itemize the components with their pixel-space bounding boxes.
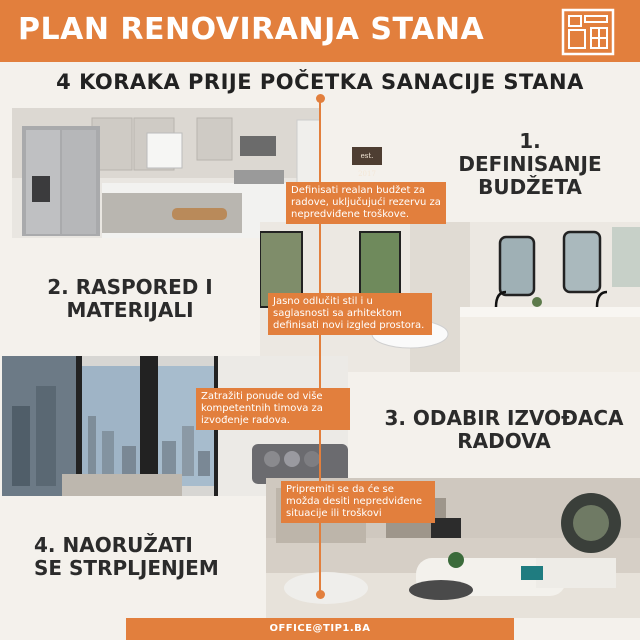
step-2-note: Jasno odlučiti stil i u saglasnosti sa arhitektom definisati novi izgled prostora.: [268, 293, 432, 335]
timeline-dot-start: [316, 94, 325, 103]
step-2-title: [30, 276, 230, 322]
step-1-title-line1: 1. DEFINISANJE: [458, 129, 602, 176]
footer-email[interactable]: OFFICE@TIP1.BA: [126, 618, 514, 640]
step-3-note: Zatražiti ponude od više kompetentnih timova za izvođenje radova.: [196, 388, 350, 430]
step-1-title-line2: BUDŽETA: [478, 175, 582, 199]
step-3-title-line1: 3. ODABIR IZVOĐACA: [384, 406, 624, 430]
tip1-logo-icon: [561, 8, 615, 56]
step-3-title-line2: RADOVA: [457, 429, 551, 453]
page-title: PLAN RENOVIRANJA STANA: [18, 12, 485, 47]
kitchen-sign: est. 2017: [352, 147, 382, 165]
step-2-title-line2: MATERIJALI: [66, 298, 194, 322]
step-2-title-line1: 2. RASPORED I: [47, 275, 213, 299]
step-1-title: [450, 130, 610, 199]
step-3-title: [384, 407, 624, 453]
step-4-title-line2: SE STRPLJENJEM: [34, 556, 219, 580]
kitchen-photo: [12, 108, 321, 238]
step-4-note: Pripremiti se da će se možda desiti nepredviđene situacije ili troškovi: [281, 481, 435, 523]
header-banner: [0, 0, 640, 62]
timeline-dot-end: [316, 590, 325, 599]
page-subtitle: 4 KORAKA PRIJE POČETKA SANACIJE STANA: [56, 70, 584, 94]
step-4-title: [34, 534, 234, 580]
step-4-title-line1: 4. NAORUŽATI: [34, 533, 193, 557]
step-1-note: Definisati realan budžet za radove, uključujući rezervu za nepredviđene troškove.: [286, 182, 446, 224]
